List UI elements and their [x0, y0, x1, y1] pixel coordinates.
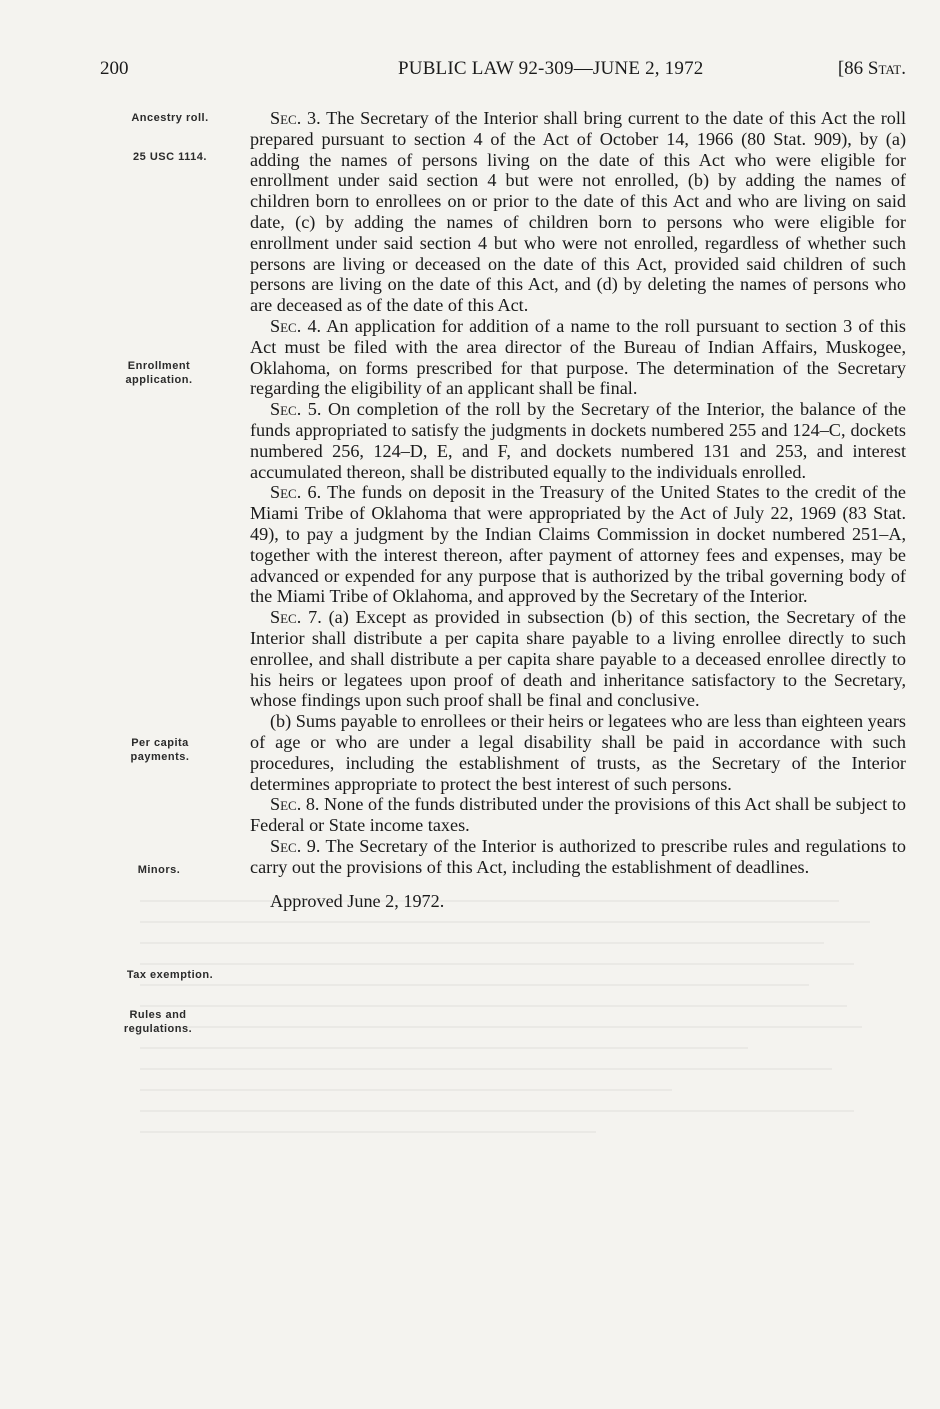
page-header	[100, 58, 906, 88]
section-8	[250, 794, 906, 836]
section-7b	[250, 711, 906, 794]
section-5	[250, 399, 906, 482]
margin-note-usc-citation: 25 USC 1114.	[133, 151, 207, 163]
section-label: Sec. 8.	[270, 794, 320, 815]
approval-date: Approved June 2, 1972.	[270, 891, 445, 912]
section-text: On completion of the roll by the Secretary of the Interior, the balance of the funds appropriated to satisfy the judgments in dockets numbered 255 and 124–C, dockets numbered 256, 124–D, E, and F, and dockets numbered 131 and 253, and interest accumulated thereon, shall be distributed equally to the individuals enrolled.	[250, 399, 906, 482]
margin-note-enrollment-application: Enrollment application.	[125, 360, 193, 386]
margin-note-ancestry-roll: Ancestry roll.	[131, 112, 209, 124]
section-label: Sec. 6.	[270, 482, 322, 503]
bleed-through-texture	[140, 900, 900, 1370]
section-4	[250, 316, 906, 399]
section-label: Sec. 3.	[270, 108, 321, 128]
section-label: Sec. 9.	[270, 835, 321, 856]
page-title: PUBLIC LAW 92-309—JUNE 2, 1972	[398, 58, 704, 79]
section-text: The funds on deposit in the Treasury of the United States to the credit of the Miami Tribe of Oklahoma that were appropriated by the Act of July 22, 1969 (83 Stat. 49), to pay a judgment by the Indian Claims Commission in docket numbered 251–A, together with the interest thereon, after payment of attorney fees and expenses, may be advanced or expended for any purpose that is authorized by the tribal governing body of the Miami Tribe of Oklahoma, and approved by the Secretary of the Interior.	[250, 482, 906, 607]
margin-note-per-capita-payments: Per capita payments.	[130, 737, 190, 763]
law-body	[250, 108, 906, 912]
section-text: An application for addition of a name to the roll pursuant to section 3 of this Act must be filed with the area director of the Bureau of Indian Affairs, Muskogee, Oklahoma, on forms prescribed for that purpose. The determination of the Secretary regarding the eligibility of an applicant shall be final.	[250, 315, 906, 399]
statute-reference: [86 Stat.	[837, 58, 906, 79]
margin-note-tax-exemption: Tax exemption.	[126, 969, 214, 981]
section-text: The Secretary of the Interior shall bring current to the date of this Act the roll prepared pursuant to section 4 of the Act of October 14, 1966 (80 Stat. 909), by (a) adding the names of persons living on the date of this Act who were eligible for enrollment under said section 4 but were not enrolled, (b) by adding the names of children born to enrollees on or prior to the date of this Act and who are living on said date, (c) by adding the names of children born to persons who were eligible for enrollment under said section 4 but who were not enrolled, regardless of whether such persons are living or deceased on the date of this Act, provided said children of such persons are living on the date of this Act, and (d) by deleting the names of persons who are deceased as of the date of this Act.	[250, 108, 907, 316]
section-text: (b) Sums payable to enrollees or their heirs or legatees who are less than eighteen years of age or who are under a legal disability shall be paid in accordance with such procedures, including the establishment of trusts, as the Secretary of the Interior determines appropriate to protect the best interest of such persons.	[250, 711, 906, 794]
page-number: 200	[100, 58, 129, 79]
section-3	[250, 108, 906, 316]
section-6	[250, 482, 906, 607]
section-text: The Secretary of the Interior is authorized to prescribe rules and regulations to carry out the provisions of this Act, including the establishment of deadlines.	[250, 835, 906, 877]
section-9	[250, 836, 906, 878]
section-text: (a) Except as provided in subsection (b) of this section, the Secretary of the Interior shall distribute a per capita share payable to a living enrollee directly to such enrollee, and shall distribute a per capita share payable to a deceased enrollee directly to his heirs or legatees upon proof of death and inheritance satisfactory to the Secretary, whose findings upon such proof shall be final and conclusive.	[250, 607, 906, 711]
section-label: Sec. 7.	[270, 607, 322, 628]
margin-note-rules-regulations: Rules and regulations.	[123, 1009, 193, 1035]
section-text: None of the funds distributed under the provisions of this Act shall be subject to Federal or State income taxes.	[250, 794, 906, 836]
section-label: Sec. 4.	[270, 315, 322, 336]
margin-note-minors: Minors.	[137, 864, 181, 876]
section-label: Sec. 5.	[270, 399, 322, 420]
section-7a	[250, 607, 906, 711]
